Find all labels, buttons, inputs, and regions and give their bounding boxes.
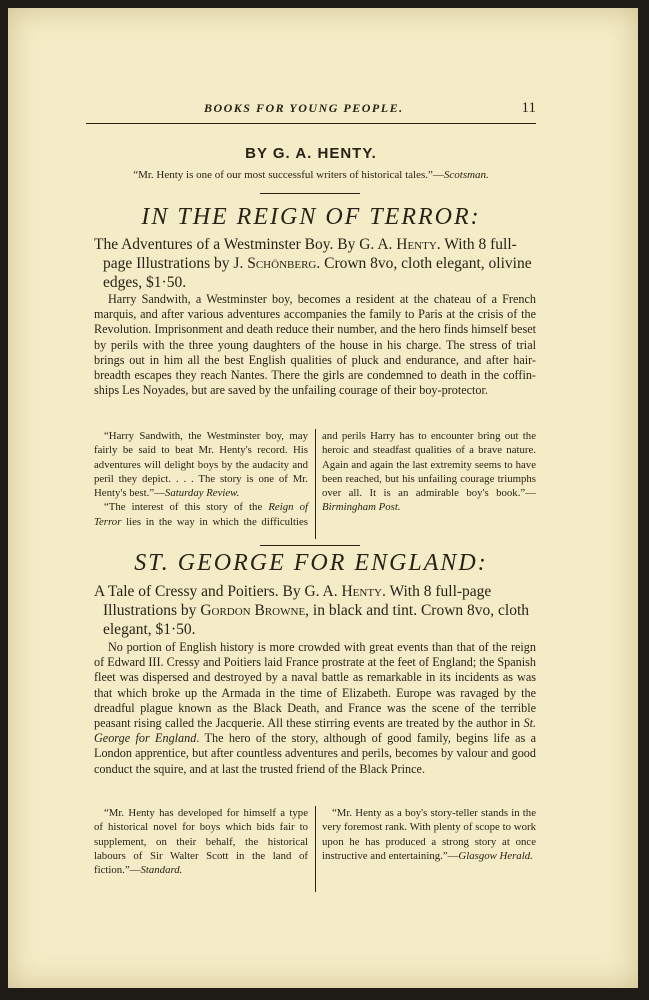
summary-text: No portion of English history is more crowded with great events than that of the reign of Edward III. Cressy and Poitiers laid France prostrate at the feet of England; the Spanish fleet was dispersed and destroyed by a naval battle as remarkable in its incidents as was that which broke up the Armada in the time of Elizabeth. Europe was ravaged by the dreadful plague known as the Black Death, and France was the scene of the terrible peasant rising called the Jacquerie. All these stirring events are treated by the author in — [94, 640, 536, 731]
book-summary-st-george — [94, 640, 536, 777]
review-column-left — [94, 806, 308, 892]
desc-text: , in black and tint. Crown 8vo, cloth elegant, $1·50. — [103, 602, 530, 638]
book-description-reign-of-terror — [94, 235, 545, 292]
review-source: Birmingham Post. — [322, 501, 401, 514]
review-text: lies in the way in which the difficulties and perils Harry has to encounter bring out the heroic and steadfast qualities of a brave nature. Again and again the last extremity seems to have been reached, but his unfailing courage triumphs over all. It is an admirable boy's book.”— — [121, 430, 536, 528]
desc-text: The Adventures of a Westminster Boy. By G. A. — [94, 236, 397, 253]
review-quote — [322, 806, 536, 863]
desc-text: A Tale of Cressy and Poitiers. By G. A. — [94, 583, 342, 600]
review-source: Saturday Review. — [164, 487, 240, 500]
review-quote — [94, 806, 308, 877]
book-title-reign-of-terror: IN THE REIGN OF TERROR: — [141, 204, 481, 230]
book-reviews-reign-of-terror — [94, 429, 536, 539]
review-column — [94, 429, 536, 539]
review-column-right — [322, 806, 536, 892]
author-heading: BY G. A. HENTY. — [245, 145, 377, 162]
desc-text: . Crown 8vo, cloth elegant, olivine edges, $1·50. — [103, 255, 532, 291]
summary-text: . The hero of the story, although of good family, begins life as a London apprentice, but after countless adventures and perils, becomes by valour and good conduct the squire, and at last the trusted friend of the Black Prince. — [94, 731, 536, 776]
summary-book-title: St. George for England — [94, 716, 536, 746]
review-quote — [94, 429, 308, 500]
desc-illustrator: Gordon Browne — [200, 602, 306, 619]
column-divider — [315, 806, 316, 892]
page-header — [86, 100, 536, 117]
header-rule — [86, 123, 536, 124]
book-title-st-george: ST. GEORGE FOR ENGLAND: — [134, 550, 488, 576]
book-description-st-george — [94, 582, 545, 639]
review-text: “Harry Sandwith, the Westminster boy, may fairly be said to beat Mr. Henty's record. His adventures will delight boys by the audacity and peril they depict. . . . The story is one of Mr. Henty's best.”— — [94, 430, 308, 500]
review-text: “The interest of this story of the — [104, 501, 269, 514]
review-text: “Mr. Henty has developed for himself a type of historical novel for boys which bids fair to supplement, on their behalf, the historical labours of Sir Walter Scott in the land of fiction.”— — [94, 807, 308, 877]
desc-text: . With 8 full-page Illustrations by — [103, 583, 492, 619]
author-quote-text: “Mr. Henty is one of our most successful writers of historical tales.”— — [133, 169, 444, 181]
desc-illustrator: Schönberg — [247, 255, 317, 272]
book-summary-reign-of-terror: Harry Sandwith, a Westminster boy, becomes a resident at the chateau of a French marquis, and after various adventures accompanies the family to Paris at the crisis of the Revolution. Imprisonment and death reduce their number, and the hero finds himself beset by perils with the three young daughters of the house in his charge. The stress of trial brings out in him all the best English qualities of pluck and endurance, and after hair-breadth escapes they reach Nantes. There the girls are condemned to death in the coffin-ships Les Noyades, but are saved by the unfailing courage of their boy-protector. — [94, 292, 536, 398]
running-title: BOOKS FOR YOUNG PEOPLE. — [203, 101, 404, 115]
review-book-title: Reign of Terror — [94, 501, 308, 528]
book-page — [8, 8, 638, 988]
review-source: Glasgow Herald. — [458, 849, 533, 862]
desc-text: . With 8 full-page Illustrations by J. — [103, 236, 517, 272]
page-number: 11 — [521, 100, 536, 116]
author-quote-source: Scotsman. — [443, 169, 489, 181]
review-source: Standard. — [140, 864, 183, 877]
author-quote — [86, 169, 536, 181]
section-rule — [260, 193, 360, 194]
section-rule — [260, 545, 360, 546]
desc-author: Henty — [341, 583, 383, 600]
book-reviews-st-george — [94, 806, 536, 892]
desc-author: Henty — [396, 236, 437, 253]
review-text: “Mr. Henty as a boy's story-teller stands in the very foremost rank. With plenty of scope to work upon he has produced a strong story at once instructive and entertaining.”— — [322, 807, 536, 862]
